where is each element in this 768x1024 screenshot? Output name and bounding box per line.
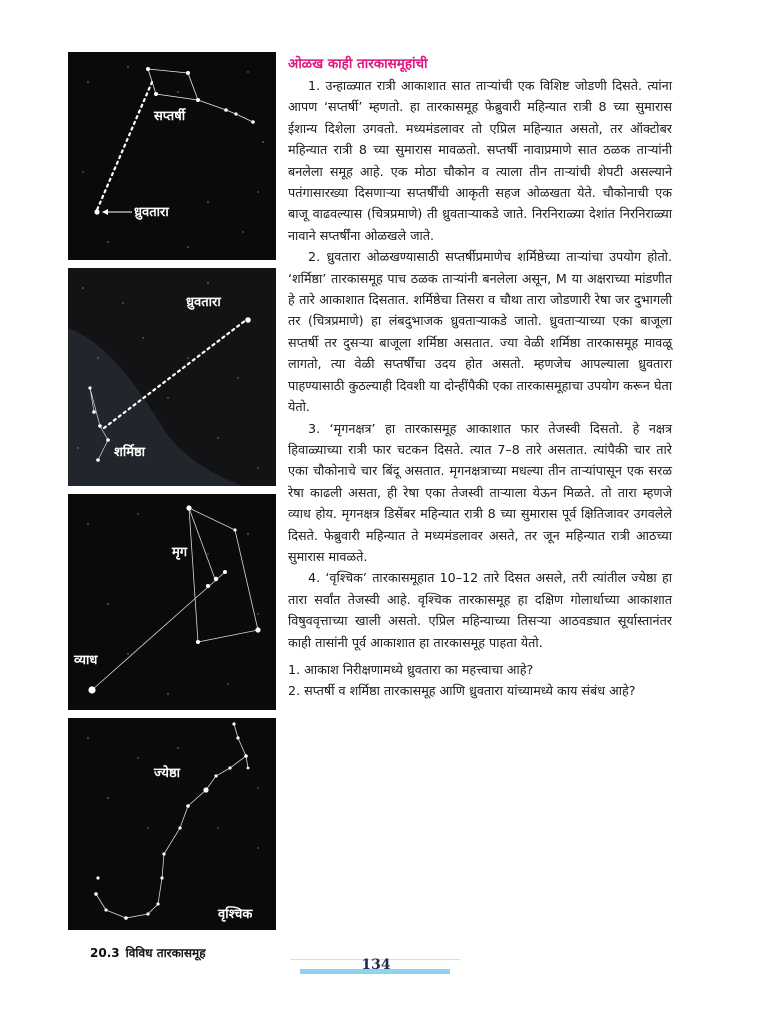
- saptarshi-panel: [68, 52, 276, 260]
- saptarshi-star: [146, 67, 150, 71]
- paragraph-sharmishtha: 2. ध्रुवतारा ओळखण्यासाठी सप्तर्षीप्रमाणेच शर्मिष्ठेच्या ताऱ्यांचा उपयोग होतो. ‘शर्मिष्ठा’ तारकासमूह पाच ठळक ताऱ्यांनी बनलेला असून, M या अक्षराच्या मांडणीत हे तारे आकाशात दिसतात. शर्मिष्ठेचा तिसरा व चौथा तारा जोडणारी रेषा जर दुभागली तर (चित्रप्रमाणे) हा लंबदुभाजक ध्रुवताऱ्याकडे जातो. ध्रुवताऱ्याच्या एका बाजूला सप्तर्षी तर दुसऱ्या बाजूला शर्मिष्ठा असतात. ज्या वेळी शर्मिष्ठा तारकासमूह मावळू लागतो, त्या वेळी सप्तर्षींचा उदय होत असतो. म्हणजेच आपल्याला ध्रुवतारा पाहण्यासाठी कुठल्याही दिवशी या दोन्हींपैकी एका तारकासमूहाचा उपयोग करून घेता येतो.: [288, 249, 672, 415]
- figure-caption-text: विविध तारकासमूह: [125, 946, 206, 960]
- sharmishtha-star: [92, 410, 96, 414]
- saptarshi-star-map: [68, 52, 276, 260]
- paragraph-vrishchik: 4. ‘वृश्चिक’ तारकासमूहात 10–12 तारे दिसत असले, तरी त्यांतील ज्येष्ठा हा तारा सर्वांत तेजस्वी आहे. वृश्चिक तारकासमूह हा दक्षिण गोलार्धाच्या आकाशात विषुववृत्ताच्या खाली असतो. एप्रिल महिन्याच्या तिसऱ्या आठवड्यात सूर्यास्तानंतर काही तासांनी पूर्व आकाशात हा तारकासमूह पाहता येतो.: [288, 570, 672, 650]
- section-heading: ओळख काही तारकासमूहांची: [288, 56, 428, 72]
- mrug-star-map: [68, 494, 276, 710]
- mrug-label: मृग: [172, 545, 188, 560]
- sharmishtha-panel: [68, 268, 276, 486]
- paragraph-saptarshi: 1. उन्हाळ्यात रात्री आकाशात सात ताऱ्यांची एक विशिष्ट जोडणी दिसते. त्यांना आपण ‘सप्तर्षी’ म्हणतो. हा तारकासमूह फेब्रुवारी महिन्यात रात्री 8 च्या सुमारास ईशान्य दिशेला उगवतो. मध्यमंडलावर तो एप्रिल महिन्यात असतो, तर ऑक्टोबर महिन्यात रात्री 8 च्या सुमारास मावळतो. सप्तर्षी नावाप्रमाणे सात ठळक ताऱ्यांनी बनलेला समूह आहे. एक मोठा चौकोन व त्याला तीन ताऱ्यांची शेपटी असल्याने पतंगासारख्या दिसणाऱ्या सप्तर्षींची आकृती सहज ओळखता येते. चौकोनाची एक बाजू वाढवल्यास (चित्रप्रमाणे) ती ध्रुवताऱ्याकडे जाते. निरनिराळ्या देशांत निरनिराळ्या नावाने सप्तर्षींना ओळखले जाते.: [288, 78, 672, 243]
- question-item: 2. सप्तर्षी व शर्मिष्ठा तारकासमूह आणि ध्रुवतारा यांच्यामध्ये काय संबंध आहे?: [288, 683, 636, 699]
- jyeshtha-label: ज्येष्ठा: [154, 766, 181, 781]
- vrishchik-panel: [68, 718, 276, 930]
- text-column: [288, 55, 672, 702]
- figure-caption-number: 20.3: [90, 946, 120, 960]
- figure-caption: [90, 944, 206, 961]
- jyeshtha-star: [203, 787, 208, 792]
- vyadh-label: व्याध: [74, 653, 98, 668]
- dhruvtara-label: ध्रुवतारा: [186, 295, 221, 310]
- vrishchik-star-map: [68, 718, 276, 930]
- sharmishtha-label: शर्मिष्ठा: [114, 445, 146, 460]
- mrug-star: [186, 505, 191, 510]
- dhruvtara-star: [94, 209, 99, 214]
- question-item: 1. आकाश निरीक्षणामध्ये ध्रुवतारा का महत्त्वाचा आहे?: [288, 661, 534, 677]
- dhruvtara-label: ध्रुवतारा: [134, 205, 169, 220]
- question-list: [288, 659, 672, 702]
- page-number: 134: [361, 957, 391, 973]
- saptarshi-label: सप्तर्षी: [154, 109, 186, 124]
- mrug-panel: [68, 494, 276, 710]
- vyadh-star: [88, 686, 95, 693]
- sharmishtha-star-map: [68, 268, 276, 486]
- dhruvtara-star: [245, 317, 251, 323]
- vrishchik-label: वृश्चिक: [218, 907, 253, 922]
- paragraph-mrug: 3. ‘मृगनक्षत्र’ हा तारकासमूह आकाशात फार तेजस्वी दिसतो. हे नक्षत्र हिवाळ्याच्या रात्री फार चटकन दिसते. त्यात 7–8 तारे असतात. त्यांपैकी चार तारे एका चौकोनाचे चार बिंदू असतात. मृगनक्षत्राच्या मधल्या तीन ताऱ्यांपासून एक सरळ रेषा काढली असता, ही रेषा एका तेजस्वी ताऱ्याला येऊन मिळते. तो तारा म्हणजे व्याध होय. मृगनक्षत्र डिसेंबर महिन्यात रात्री 8 च्या सुमारास पूर्व क्षितिजावर उगवलेले दिसते. फेब्रुवारी महिन्यात ते मध्यमंडलावर असते, तर जून महिन्यात रात्री आठच्या सुमारास मावळते.: [288, 420, 672, 564]
